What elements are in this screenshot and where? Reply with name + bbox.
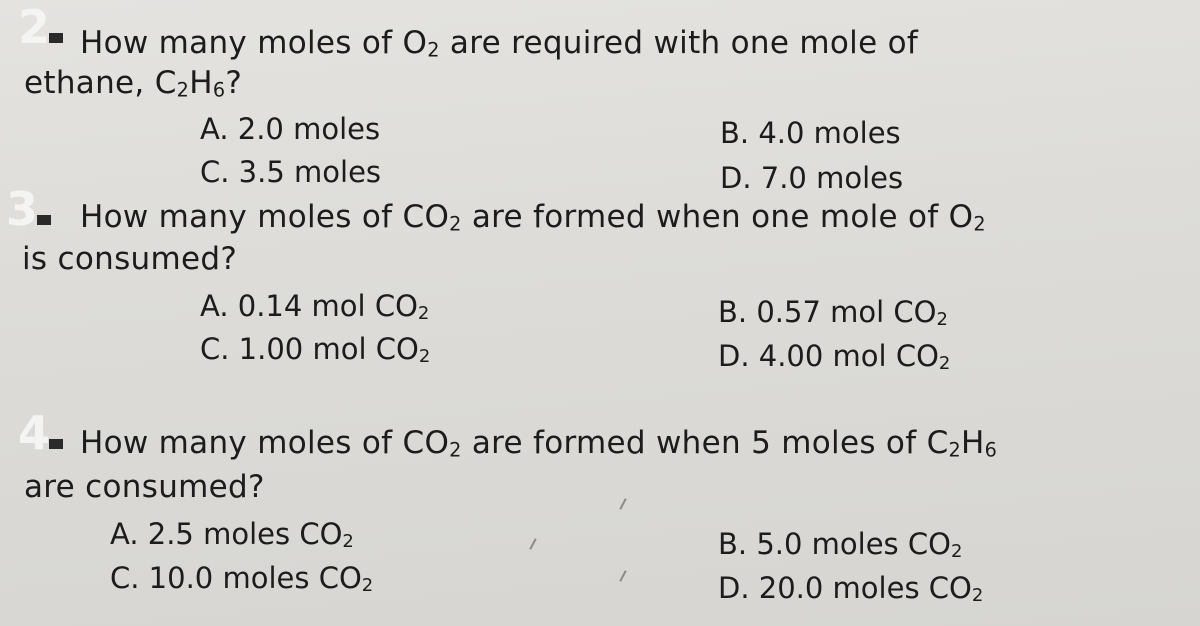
option-b[interactable]: B. 0.57 mol $CO_2$ (718, 295, 948, 331)
question-stem-line-2: ethane, $C_2H_6$? (24, 65, 243, 102)
pencil-mark (529, 538, 536, 550)
question-number: 4 (18, 410, 63, 456)
option-d[interactable]: D. 4.00 mol $CO_2$ (718, 339, 951, 375)
pencil-mark (619, 570, 626, 582)
pencil-mark (619, 498, 626, 510)
question-stem-line-1: How many moles of $CO_2$ are formed when 5 moles of $C_2H_6$ (80, 425, 998, 462)
option-d[interactable]: D. 20.0 moles $CO_2$ (718, 571, 984, 607)
question-stem-line-1: How many moles of $CO_2$ are formed when one mole of $O_2$ (80, 199, 986, 236)
option-c[interactable]: C. 1.00 mol $CO_2$ (200, 332, 431, 368)
question-stem-line-2: is consumed? (22, 241, 238, 277)
option-a[interactable]: A. 2.5 moles $CO_2$ (110, 517, 354, 553)
option-a[interactable]: A. 0.14 mol $CO_2$ (200, 289, 430, 325)
question-stem-line-2: are consumed? (24, 469, 265, 505)
option-c[interactable]: C. 10.0 moles $CO_2$ (110, 561, 374, 597)
option-b[interactable]: B. 5.0 moles $CO_2$ (718, 527, 963, 563)
option-d[interactable]: D. 7.0 moles (720, 161, 904, 195)
question-number: 3 (6, 186, 51, 232)
option-c[interactable]: C. 3.5 moles (200, 155, 382, 189)
question-number: 2 (18, 4, 63, 50)
option-b[interactable]: B. 4.0 moles (720, 116, 901, 150)
question-stem-line-1: How many moles of $O_2$ are required with one mole of (80, 25, 919, 62)
option-a[interactable]: A. 2.0 moles (200, 112, 381, 146)
